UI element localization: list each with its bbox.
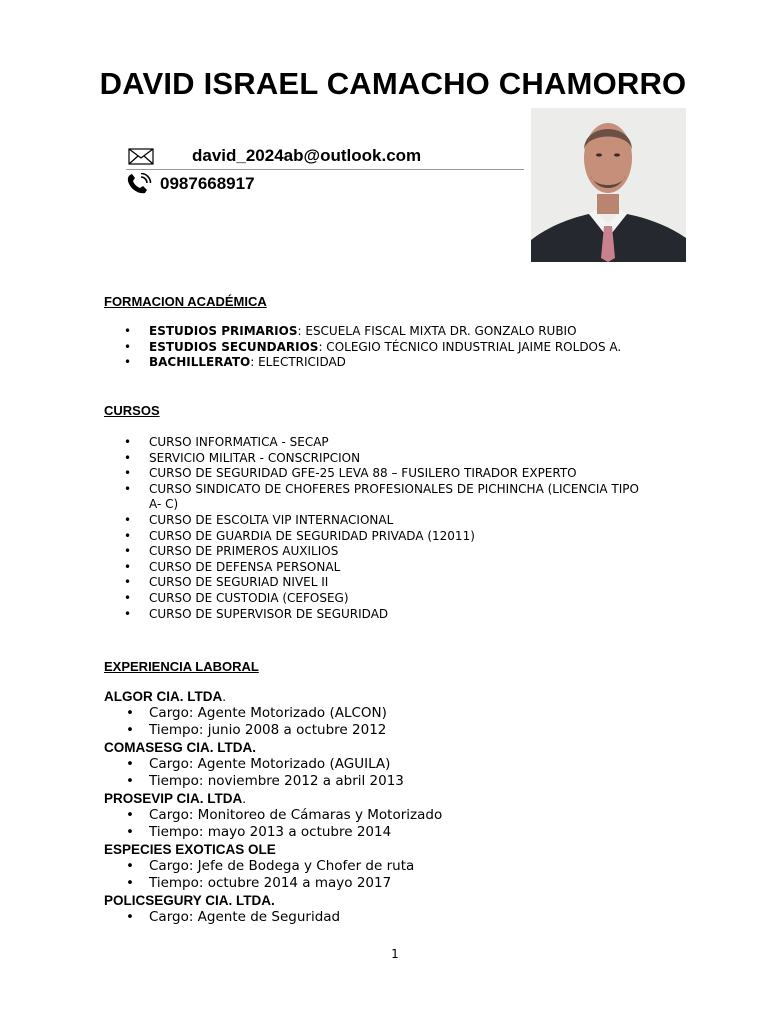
- job-detail-text: Cargo: Agente de Seguridad: [149, 909, 341, 925]
- cursos-list: [104, 435, 684, 622]
- bullet-icon: •: [126, 722, 134, 738]
- company-name: [104, 790, 704, 807]
- formacion-list: [104, 324, 684, 371]
- curso-text: CURSO DE SUPERVISOR DE SEGURIDAD: [149, 606, 389, 621]
- curso-text: CURSO DE PRIMEROS AUXILIOS: [149, 544, 339, 559]
- list-item: [104, 451, 684, 467]
- bullet-icon: •: [126, 858, 134, 874]
- email-row: [126, 144, 524, 170]
- bullet-icon: •: [126, 824, 134, 840]
- profile-photo: [531, 108, 686, 262]
- curso-text: CURSO SINDICATO DE CHOFERES PROFESIONALES DE PICHINCHA (LICENCIA TIPO A- C): [149, 481, 639, 512]
- company-suffix: .: [222, 689, 227, 704]
- formacion-label: ESTUDIOS PRIMARIOS: [149, 324, 298, 338]
- job-detail-text: Cargo: Agente Motorizado (AGUILA): [149, 756, 391, 772]
- job-detail-text: Cargo: Agente Motorizado (ALCON): [149, 705, 387, 721]
- bullet-icon: •: [126, 875, 134, 891]
- formacion-value: : COLEGIO TÉCNICO INDUSTRIAL JAIME ROLDOS A.: [318, 339, 622, 354]
- bullet-icon: •: [126, 756, 134, 772]
- bullet-icon: •: [124, 355, 132, 370]
- list-item: [104, 340, 684, 356]
- job-detail: [104, 722, 704, 739]
- bullet-icon: •: [124, 559, 132, 574]
- job-detail: [104, 705, 704, 722]
- curso-text: CURSO INFORMATICA - SECAP: [149, 435, 329, 449]
- formacion-label: BACHILLERATO: [149, 355, 251, 370]
- envelope-icon: [128, 148, 154, 165]
- curso-text: CURSO DE GUARDIA DE SEGURIDAD PRIVADA (12011): [149, 528, 475, 543]
- bullet-icon: •: [126, 807, 134, 823]
- job-detail-text: Tiempo: mayo 2013 a octubre 2014: [149, 824, 392, 840]
- curso-text: CURSO DE ESCOLTA VIP INTERNACIONAL: [149, 512, 394, 527]
- bullet-icon: •: [124, 544, 132, 559]
- bullet-icon: •: [124, 528, 132, 543]
- list-item: [104, 482, 649, 513]
- job-detail: [104, 807, 704, 824]
- job-detail: [104, 756, 704, 773]
- resume-name: DAVID ISRAEL CAMACHO CHAMORRO: [99, 66, 687, 101]
- formacion-label: ESTUDIOS SECUNDARIOS: [149, 339, 319, 354]
- company-label: COMASESG CIA. LTDA.: [104, 740, 257, 755]
- job-detail-text: Cargo: Monitoreo de Cámaras y Motorizado: [149, 807, 443, 823]
- bullet-icon: •: [126, 773, 134, 789]
- list-item: [104, 575, 684, 591]
- list-item: [104, 466, 684, 482]
- curso-text: CURSO DE CUSTODIA (CEFOSEG): [149, 590, 349, 605]
- job-detail-text: Tiempo: octubre 2014 a mayo 2017: [149, 875, 392, 891]
- job-detail: [104, 773, 704, 790]
- company-name: [104, 739, 704, 756]
- company-suffix: .: [242, 791, 247, 806]
- list-item: [104, 607, 684, 623]
- page-number: 1: [391, 947, 399, 961]
- bullet-icon: •: [124, 512, 132, 527]
- job-detail: [104, 909, 704, 926]
- list-item: [104, 529, 684, 545]
- bullet-icon: •: [124, 435, 132, 449]
- cursos-heading: CURSOS: [104, 403, 160, 418]
- job-detail-text: Tiempo: noviembre 2012 a abril 2013: [149, 773, 404, 789]
- formacion-heading: FORMACION ACADÉMICA: [104, 294, 267, 309]
- job-detail-text: Cargo: Jefe de Bodega y Chofer de ruta: [149, 858, 415, 874]
- bullet-icon: •: [124, 575, 132, 590]
- bullet-icon: •: [124, 466, 132, 481]
- curso-text: CURSO DE SEGURIDAD GFE-25 LEVA 88 – FUSILERO TIRADOR EXPERTO: [149, 466, 577, 481]
- list-item: [104, 355, 684, 371]
- bullet-icon: •: [126, 909, 134, 925]
- company-name: [104, 841, 704, 858]
- curso-text: SERVICIO MILITAR - CONSCRIPCION: [149, 450, 361, 465]
- job-detail: [104, 858, 704, 875]
- company-name: [104, 892, 704, 909]
- company-name: [104, 688, 704, 705]
- job-detail: [104, 875, 704, 892]
- phone-number[interactable]: 0987668917: [160, 174, 255, 193]
- curso-text: CURSO DE SEGURIAD NIVEL II: [149, 575, 329, 590]
- curso-text: CURSO DE DEFENSA PERSONAL: [149, 559, 341, 574]
- list-item: [104, 513, 684, 529]
- bullet-icon: •: [124, 339, 132, 354]
- job-detail: [104, 824, 704, 841]
- experiencia-heading: EXPERIENCIA LABORAL: [104, 659, 259, 674]
- list-item: [104, 591, 684, 607]
- company-label: PROSEVIP CIA. LTDA: [104, 791, 243, 806]
- list-item: [104, 435, 684, 451]
- bullet-icon: •: [124, 590, 132, 605]
- email-address[interactable]: david_2024ab@outlook.com: [192, 146, 422, 165]
- experiencia-list: [104, 688, 704, 926]
- job-detail-text: Tiempo: junio 2008 a octubre 2012: [149, 722, 387, 738]
- company-label: POLICSEGURY CIA. LTDA.: [104, 893, 275, 908]
- list-item: [104, 324, 684, 340]
- bullet-icon: •: [124, 606, 132, 621]
- bullet-icon: •: [124, 324, 132, 338]
- list-item: [104, 544, 684, 560]
- company-label: ALGOR CIA. LTDA: [104, 689, 223, 704]
- company-label: ESPECIES EXOTICAS OLE: [104, 842, 276, 857]
- bullet-icon: •: [124, 481, 132, 496]
- bullet-icon: •: [126, 705, 134, 721]
- formacion-value: : ESCUELA FISCAL MIXTA DR. GONZALO RUBIO: [297, 324, 577, 338]
- formacion-value: : ELECTRICIDAD: [250, 355, 346, 370]
- bullet-icon: •: [124, 450, 132, 465]
- contact-block: [126, 144, 524, 196]
- phone-row: [126, 172, 524, 196]
- list-item: [104, 560, 684, 576]
- phone-icon: [126, 173, 154, 195]
